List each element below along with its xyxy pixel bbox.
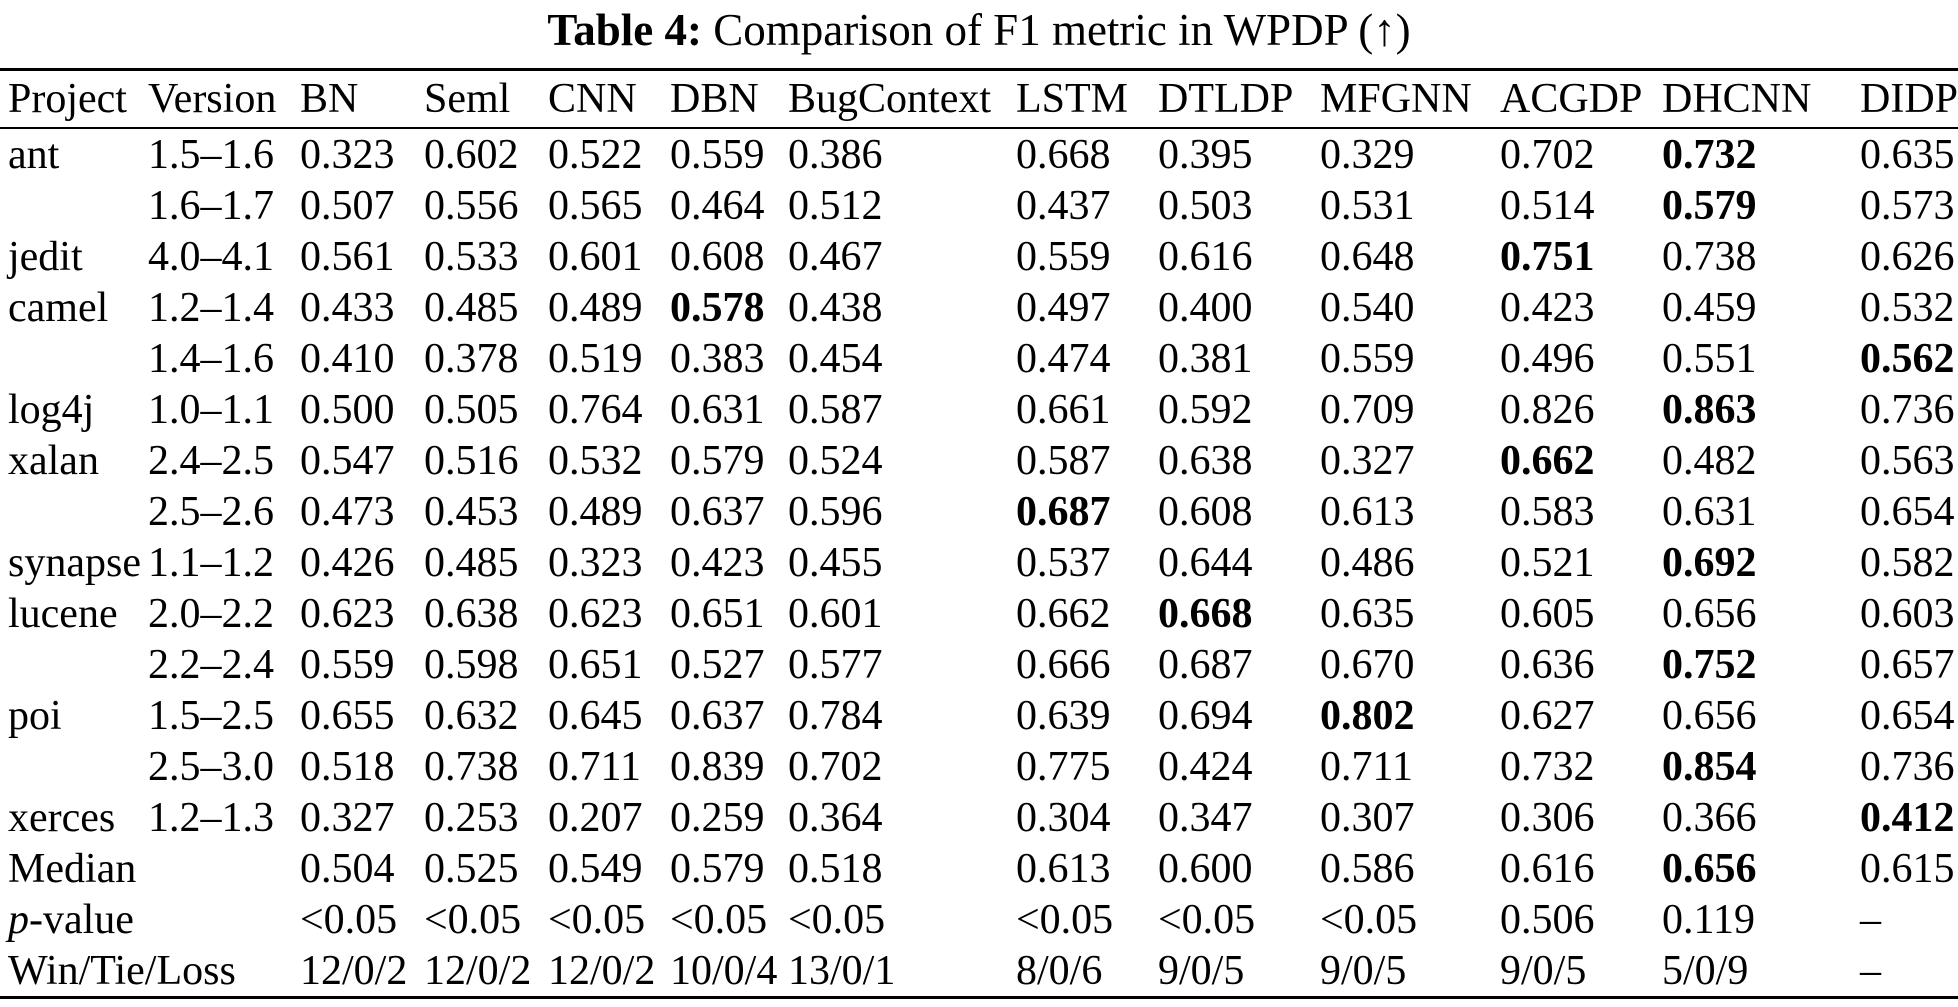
cell-value-dbn: 0.383 [670,335,765,382]
cell-value-acgdp: 0.506 [1500,896,1595,943]
cell-value-acgdp: 0.514 [1500,182,1595,229]
table-row [0,843,1958,894]
cell-version: 4.0–4.1 [148,233,274,280]
table-row [0,180,1958,231]
cell-value-cnn: 0.532 [548,437,643,484]
table-row [0,537,1958,588]
cell-value-dtldp: 0.668 [1158,590,1253,637]
cell-version: 1.6–1.7 [148,182,274,229]
cell-value-seml: 0.505 [424,386,519,433]
cell-project: camel [8,284,109,331]
cell-value-dhcnn: 0.579 [1662,182,1757,229]
cell-value-mfgnn: 0.635 [1320,590,1415,637]
column-header-dhcnn: DHCNN [1662,70,1860,129]
cell-value-lstm: 0.613 [1016,845,1111,892]
cell-value-dhcnn: 0.863 [1662,386,1757,433]
cell-project: synapse [8,539,141,586]
cell-value-dbn: 0.579 [670,845,765,892]
cell-value-mfgnn: 0.613 [1320,488,1415,535]
cell-value-acgdp: 9/0/5 [1500,947,1587,994]
cell-value-lstm: 0.587 [1016,437,1111,484]
cell-value-dtldp: 0.608 [1158,488,1253,535]
cell-value-seml: 0.602 [424,131,519,178]
column-header-cnn: CNN [548,70,670,129]
cell-version [148,843,300,894]
cell-value-bn: 0.504 [300,845,395,892]
column-header-acgdp: ACGDP [1500,70,1662,129]
cell-value-bn: <0.05 [300,896,398,943]
cell-value-dhcnn: 0.366 [1662,794,1757,841]
cell-value-dtldp: 0.400 [1158,284,1253,331]
italic-prefix: p [8,896,29,943]
cell-value-dbn: 0.637 [670,488,765,535]
cell-value-acgdp: 0.521 [1500,539,1595,586]
cell-value-acgdp: 0.616 [1500,845,1595,892]
table-row [0,945,1958,998]
f1-results-table [0,68,1958,999]
cell-value-cnn: 0.489 [548,488,643,535]
table-header [0,70,1958,129]
table-row [0,282,1958,333]
cell-value-acgdp: 0.751 [1500,233,1595,280]
column-header-seml: Seml [424,70,548,129]
cell-value-bugcontext: 0.512 [788,182,883,229]
cell-version: 1.5–2.5 [148,692,274,739]
cell-value-dtldp: 0.616 [1158,233,1253,280]
cell-value-seml: 0.556 [424,182,519,229]
cell-value-dbn: 0.839 [670,743,765,790]
cell-version: 2.0–2.2 [148,590,274,637]
cell-value-bn: 0.426 [300,539,395,586]
cell-value-dbn: 0.608 [670,233,765,280]
cell-value-didp: 0.532 [1860,284,1955,331]
cell-value-dhcnn: 0.692 [1662,539,1757,586]
cell-value-dhcnn: 0.738 [1662,233,1757,280]
cell-value-dhcnn: 0.752 [1662,641,1757,688]
column-header-version: Version [148,70,300,129]
cell-value-acgdp: 0.826 [1500,386,1595,433]
cell-value-mfgnn: 9/0/5 [1320,947,1407,994]
cell-project [0,639,148,690]
cell-value-cnn: 0.764 [548,386,643,433]
cell-value-acgdp: 0.636 [1500,641,1595,688]
cell-value-didp: 0.626 [1860,233,1955,280]
cell-value-dbn: 0.259 [670,794,765,841]
cell-version: 1.5–1.6 [148,131,274,178]
cell-value-dtldp: 0.381 [1158,335,1253,382]
cell-value-lstm: 0.775 [1016,743,1111,790]
cell-value-bugcontext: 0.438 [788,284,883,331]
cell-value-mfgnn: 0.709 [1320,386,1415,433]
column-header-project: Project [0,70,148,129]
cell-value-bn: 0.507 [300,182,395,229]
cell-project: xalan [8,437,99,484]
cell-value-cnn: 0.645 [548,692,643,739]
cell-value-seml: 0.516 [424,437,519,484]
cell-value-bugcontext: 0.601 [788,590,883,637]
cell-value-bugcontext: 0.784 [788,692,883,739]
cell-value-dbn: 0.578 [670,284,765,331]
cell-project: poi [8,692,62,739]
cell-value-bn: 0.655 [300,692,395,739]
cell-value-bn: 0.327 [300,794,395,841]
table-caption [0,0,1958,68]
table-row [0,639,1958,690]
cell-value-acgdp: 0.627 [1500,692,1595,739]
cell-value-dhcnn: 0.119 [1662,896,1755,943]
column-header-mfgnn: MFGNN [1320,70,1500,129]
cell-value-dtldp: <0.05 [1158,896,1256,943]
cell-value-bn: 0.500 [300,386,395,433]
cell-project: log4j [8,386,95,433]
cell-value-mfgnn: 0.711 [1320,743,1413,790]
cell-value-dbn: 0.464 [670,182,765,229]
cell-value-cnn: 0.565 [548,182,643,229]
cell-value-dbn: 0.559 [670,131,765,178]
cell-value-dhcnn: 0.656 [1662,590,1757,637]
cell-value-didp: 0.657 [1860,641,1955,688]
cell-version: 1.4–1.6 [148,335,274,382]
cell-version: 2.2–2.4 [148,641,274,688]
cell-value-cnn: 12/0/2 [548,947,656,994]
cell-value-bn: 0.623 [300,590,395,637]
cell-value-didp: 0.563 [1860,437,1955,484]
cell-value-acgdp: 0.583 [1500,488,1595,535]
header-row [0,70,1958,129]
cell-value-lstm: 0.559 [1016,233,1111,280]
cell-value-cnn: 0.711 [548,743,641,790]
cell-value-didp: 0.635 [1860,131,1955,178]
cell-version: 1.1–1.2 [148,539,274,586]
cell-version: 2.5–2.6 [148,488,274,535]
column-header-dtldp: DTLDP [1158,70,1320,129]
cell-value-mfgnn: 0.307 [1320,794,1415,841]
cell-value-seml: 0.533 [424,233,519,280]
cell-value-didp: 0.573 [1860,182,1955,229]
table-row [0,894,1958,945]
cell-value-seml: 0.378 [424,335,519,382]
cell-value-acgdp: 0.423 [1500,284,1595,331]
column-header-bn: BN [300,70,424,129]
cell-value-bugcontext: <0.05 [788,896,886,943]
cell-value-lstm: 0.304 [1016,794,1111,841]
cell-value-cnn: 0.623 [548,590,643,637]
cell-value-didp: – [1860,947,1881,994]
cell-value-seml: 0.253 [424,794,519,841]
cell-value-didp: 0.582 [1860,539,1955,586]
cell-project: p-value [8,896,134,943]
cell-value-acgdp: 0.496 [1500,335,1595,382]
cell-value-bugcontext: 0.577 [788,641,883,688]
cell-value-dhcnn: 0.656 [1662,692,1757,739]
cell-project: lucene [8,590,118,637]
cell-value-dhcnn: 0.482 [1662,437,1757,484]
cell-value-dbn: 0.637 [670,692,765,739]
cell-value-didp: 0.562 [1860,335,1955,382]
table-row [0,741,1958,792]
cell-value-mfgnn: 0.327 [1320,437,1415,484]
cell-value-lstm: 0.668 [1016,131,1111,178]
cell-value-mfgnn: 0.540 [1320,284,1415,331]
cell-project [0,741,148,792]
cell-value-dtldp: 0.638 [1158,437,1253,484]
cell-value-cnn: 0.549 [548,845,643,892]
cell-value-bn: 0.323 [300,131,395,178]
cell-value-lstm: 0.687 [1016,488,1111,535]
cell-value-dhcnn: 0.459 [1662,284,1757,331]
table-row [0,333,1958,384]
cell-project: jedit [8,233,83,280]
cell-project: Median [8,845,137,892]
cell-value-mfgnn: 0.670 [1320,641,1415,688]
cell-value-lstm: 0.661 [1016,386,1111,433]
column-header-dbn: DBN [670,70,788,129]
cell-value-acgdp: 0.732 [1500,743,1595,790]
cell-value-bn: 0.433 [300,284,395,331]
table-row [0,588,1958,639]
cell-value-bn: 0.547 [300,437,395,484]
cell-value-mfgnn: 0.531 [1320,182,1415,229]
table-row [0,690,1958,741]
cell-value-cnn: 0.489 [548,284,643,331]
cell-value-lstm: 0.666 [1016,641,1111,688]
cell-value-bn: 0.559 [300,641,395,688]
cell-value-dhcnn: 0.631 [1662,488,1757,535]
cell-value-seml: 0.453 [424,488,519,535]
table-row [0,231,1958,282]
cell-value-bn: 0.518 [300,743,395,790]
cell-value-cnn: 0.207 [548,794,643,841]
cell-value-didp: 0.615 [1860,845,1955,892]
cell-value-didp: – [1860,896,1881,943]
cell-value-bugcontext: 0.587 [788,386,883,433]
column-header-didp: DIDP [1860,70,1958,129]
cell-version: 1.0–1.1 [148,386,274,433]
cell-value-dbn: 0.651 [670,590,765,637]
cell-version: 2.5–3.0 [148,743,274,790]
column-header-bugcontext: BugContext [788,70,1016,129]
cell-value-dhcnn: 0.551 [1662,335,1757,382]
cell-value-cnn: 0.601 [548,233,643,280]
cell-value-seml: 0.525 [424,845,519,892]
cell-value-acgdp: 0.605 [1500,590,1595,637]
cell-version: 1.2–1.3 [148,794,274,841]
cell-value-mfgnn: 0.586 [1320,845,1415,892]
table-row [0,435,1958,486]
cell-value-dhcnn: 5/0/9 [1662,947,1749,994]
cell-project [0,180,148,231]
cell-value-didp: 0.654 [1860,488,1955,535]
cell-value-lstm: 0.639 [1016,692,1111,739]
table-row [0,792,1958,843]
cell-value-dtldp: 0.644 [1158,539,1253,586]
cell-value-dtldp: 0.694 [1158,692,1253,739]
cell-value-dbn: 0.631 [670,386,765,433]
cell-value-bugcontext: 0.386 [788,131,883,178]
cell-value-bugcontext: 0.518 [788,845,883,892]
table-row [0,384,1958,435]
cell-value-mfgnn: 0.329 [1320,131,1415,178]
cell-value-dtldp: 0.687 [1158,641,1253,688]
table-body [0,128,1958,998]
cell-value-seml: 0.485 [424,284,519,331]
cell-value-bn: 0.561 [300,233,395,280]
cell-project [0,333,148,384]
cell-project: xerces [8,794,116,841]
column-header-lstm: LSTM [1016,70,1158,129]
cell-value-dbn: <0.05 [670,896,768,943]
cell-value-bn: 0.410 [300,335,395,382]
cell-value-dbn: 10/0/4 [670,947,778,994]
table-caption-label: Table 4: [547,5,702,55]
cell-value-dtldp: 0.424 [1158,743,1253,790]
cell-value-bugcontext: 0.596 [788,488,883,535]
cell-value-acgdp: 0.662 [1500,437,1595,484]
cell-version: 2.4–2.5 [148,437,274,484]
cell-value-mfgnn: 0.802 [1320,692,1415,739]
cell-value-dhcnn: 0.732 [1662,131,1757,178]
cell-value-seml: 0.632 [424,692,519,739]
cell-value-mfgnn: 0.648 [1320,233,1415,280]
cell-version [148,894,300,945]
cell-value-mfgnn: 0.486 [1320,539,1415,586]
cell-value-dbn: 0.579 [670,437,765,484]
cell-value-bugcontext: 13/0/1 [788,947,896,994]
cell-value-didp: 0.736 [1860,743,1955,790]
cell-value-bn: 12/0/2 [300,947,408,994]
cell-project [0,486,148,537]
cell-value-mfgnn: <0.05 [1320,896,1418,943]
cell-project: ant [8,131,60,178]
cell-value-seml: <0.05 [424,896,522,943]
cell-value-didp: 0.603 [1860,590,1955,637]
cell-value-lstm: 0.437 [1016,182,1111,229]
cell-value-dtldp: 0.592 [1158,386,1253,433]
cell-value-bugcontext: 0.364 [788,794,883,841]
cell-value-bn: 0.473 [300,488,395,535]
cell-version: 1.2–1.4 [148,284,274,331]
cell-value-seml: 0.738 [424,743,519,790]
cell-value-dtldp: 0.503 [1158,182,1253,229]
cell-value-lstm: 8/0/6 [1016,947,1103,994]
cell-value-dbn: 0.527 [670,641,765,688]
cell-value-didp: 0.654 [1860,692,1955,739]
cell-value-seml: 0.485 [424,539,519,586]
cell-value-didp: 0.412 [1860,794,1955,841]
table-row [0,128,1958,180]
cell-value-bugcontext: 0.455 [788,539,883,586]
cell-value-lstm: 0.662 [1016,590,1111,637]
cell-value-dtldp: 0.600 [1158,845,1253,892]
table-caption-text: Comparison of F1 metric in WPDP (↑) [701,5,1411,55]
cell-value-bugcontext: 0.454 [788,335,883,382]
cell-value-bugcontext: 0.702 [788,743,883,790]
cell-value-dtldp: 0.395 [1158,131,1253,178]
cell-value-dtldp: 9/0/5 [1158,947,1245,994]
cell-value-bugcontext: 0.467 [788,233,883,280]
cell-value-dbn: 0.423 [670,539,765,586]
cell-value-dtldp: 0.347 [1158,794,1253,841]
cell-value-didp: 0.736 [1860,386,1955,433]
table-row [0,486,1958,537]
cell-value-acgdp: 0.306 [1500,794,1595,841]
cell-value-lstm: 0.474 [1016,335,1111,382]
cell-value-lstm: 0.497 [1016,284,1111,331]
cell-value-cnn: <0.05 [548,896,646,943]
cell-value-mfgnn: 0.559 [1320,335,1415,382]
cell-value-cnn: 0.522 [548,131,643,178]
cell-value-seml: 12/0/2 [424,947,532,994]
cell-value-cnn: 0.651 [548,641,643,688]
cell-value-seml: 0.638 [424,590,519,637]
cell-value-lstm: <0.05 [1016,896,1114,943]
cell-value-dhcnn: 0.656 [1662,845,1757,892]
cell-project: Win/Tie/Loss [8,947,236,994]
cell-value-bugcontext: 0.524 [788,437,883,484]
cell-value-lstm: 0.537 [1016,539,1111,586]
cell-value-dhcnn: 0.854 [1662,743,1757,790]
cell-value-seml: 0.598 [424,641,519,688]
cell-value-cnn: 0.323 [548,539,643,586]
cell-value-cnn: 0.519 [548,335,643,382]
cell-value-acgdp: 0.702 [1500,131,1595,178]
